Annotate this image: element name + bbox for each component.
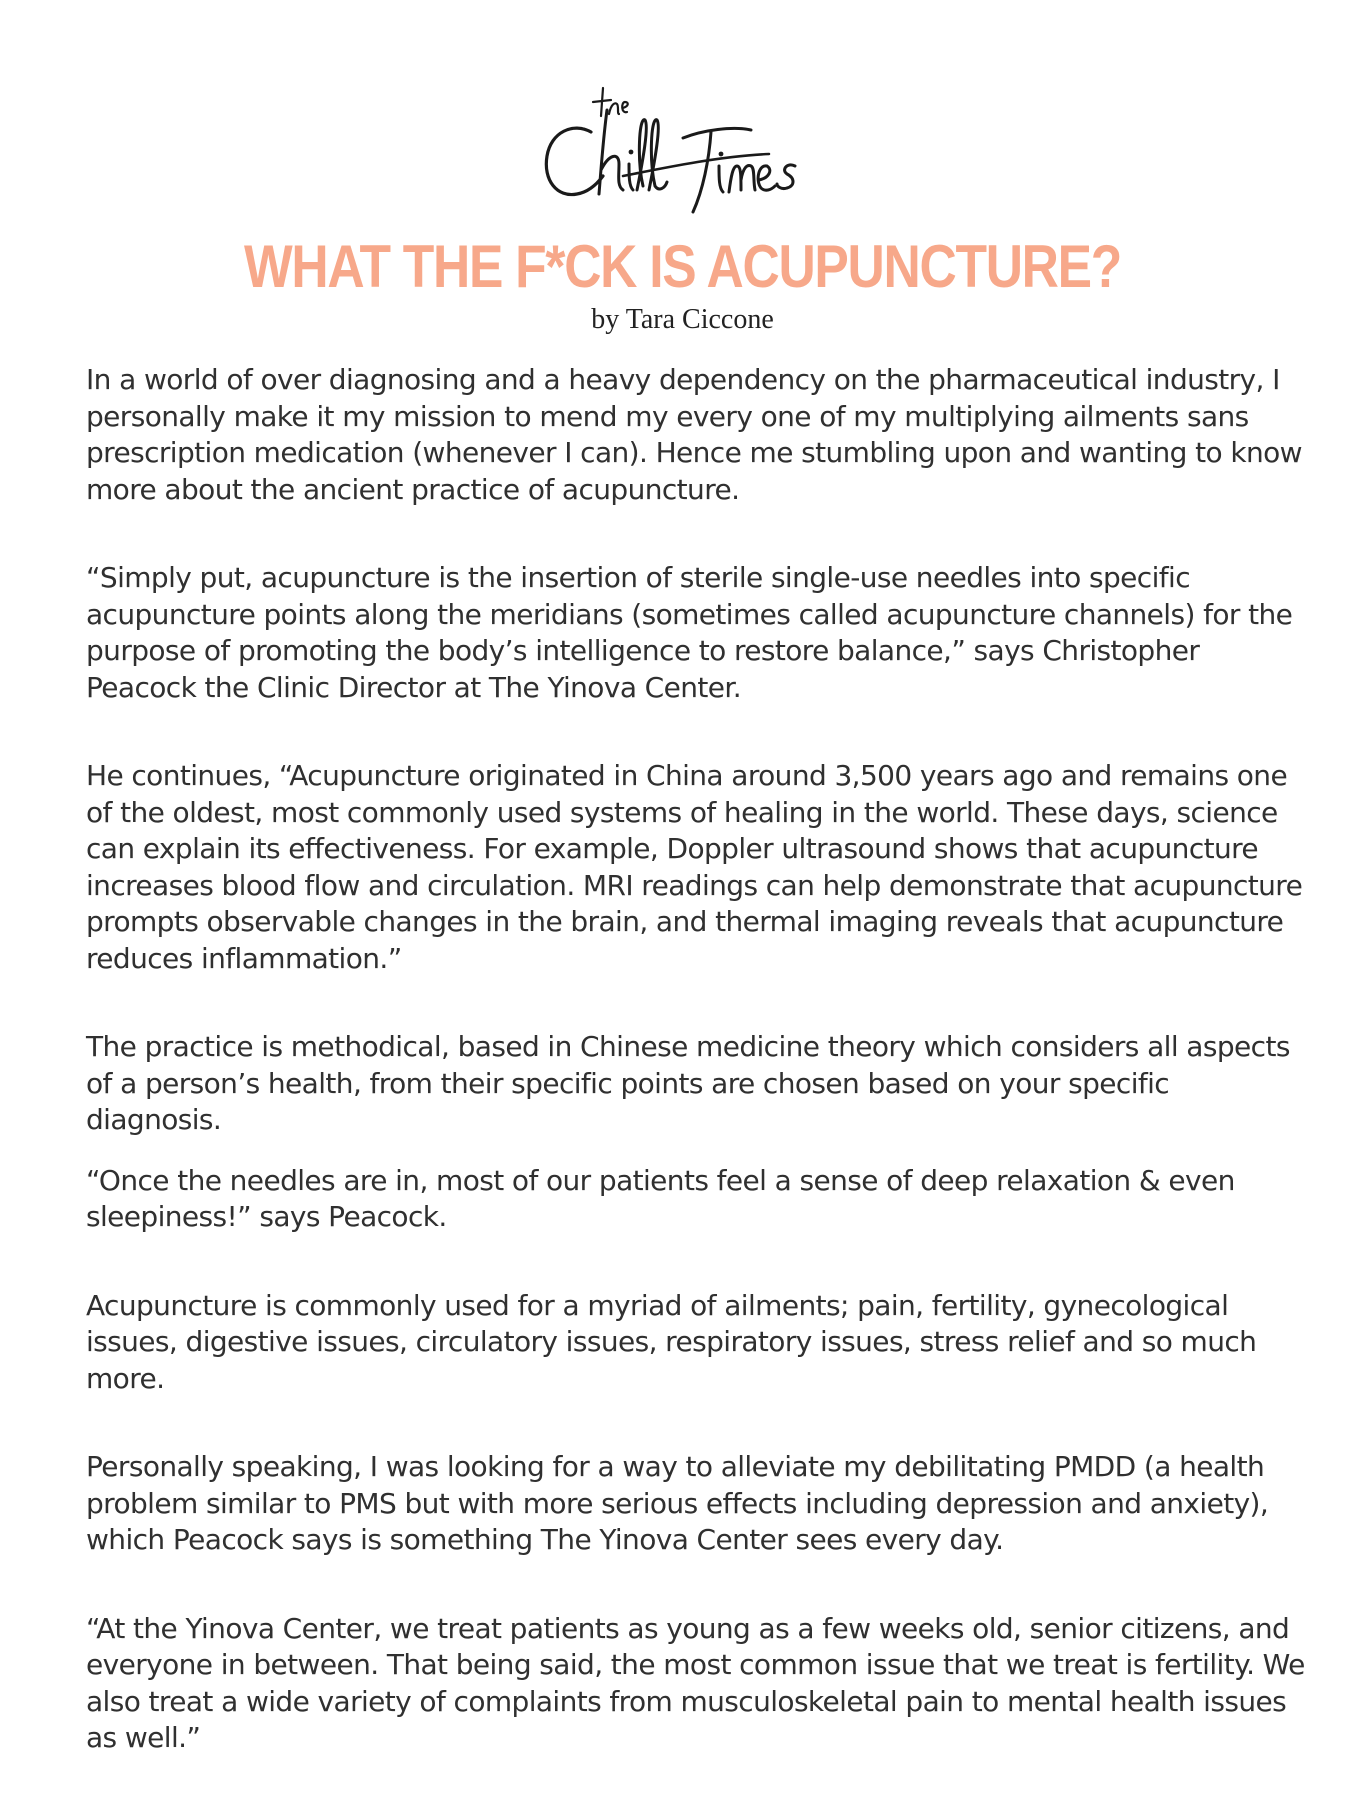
article-byline: by Tara Ciccone (591, 304, 774, 335)
article-paragraph: In a world of over diagnosing and a heavy dependency on the pharmaceutical industry, I personally make it my mission to mend my every one of my multiplying ailments sans prescription medication (whenever I can). Hence me stumbling upon and wanting to know more about the ancient practice of acupuncture. (86, 363, 1302, 506)
masthead-logo (0, 80, 1365, 230)
article-body (86, 362, 1306, 1757)
article-paragraph: “Simply put, acupuncture is the insertion of sterile single-use needles into specific acupuncture points along the meridians (sometimes called acupuncture channels) for the purpose of promoting the body’s intelligence to restore balance,” says Christopher Peacock the Clinic Director at The Yinova Center. (86, 561, 1293, 704)
chill-times-logo (533, 80, 833, 230)
article-paragraph: The practice is methodical, based in Chinese medicine theory which considers all aspects of a person’s health, from their specific points are chosen based on your specific diagnosis. (86, 1030, 1290, 1136)
article-paragraph: Personally speaking, I was looking for a way to alleviate my debilitating PMDD (a health problem similar to PMS but with more serious effects including depression and anxiety), which Peacock says is something The Yinova Center sees every day. (86, 1450, 1269, 1556)
article-paragraph: “At the Yinova Center, we treat patients as young as a few weeks old, senior citizens, and everyone in between. That being said, the most common issue that we treat is fertility. We also treat a wide variety of complaints from musculoskeletal pain to mental health issues as well.” (86, 1611, 1305, 1754)
article-paragraph: Acupuncture is commonly used for a myriad of ailments; pain, fertility, gynecological issues, digestive issues, circulatory issues, respiratory issues, stress relief and so much more. (86, 1288, 1257, 1395)
article-paragraph: “Once the needles are in, most of our patients feel a sense of deep relaxation & even sleepiness!” says Peacock. (86, 1163, 1235, 1233)
article-paragraph: He continues, “Acupuncture originated in China around 3,500 years ago and remains one of the oldest, most commonly used systems of healing in the world. These days, science can explain its effectiveness. For example, Doppler ultrasound shows that acupuncture increases blood flow and circulation. MRI readings can help demonstrate that acupuncture prompts observable changes in the brain, and thermal imaging reveals that acupuncture reduces inflammation.” (86, 759, 1303, 975)
article-title: WHAT THE F*CK IS ACUPUNCTURE? (243, 233, 1122, 300)
